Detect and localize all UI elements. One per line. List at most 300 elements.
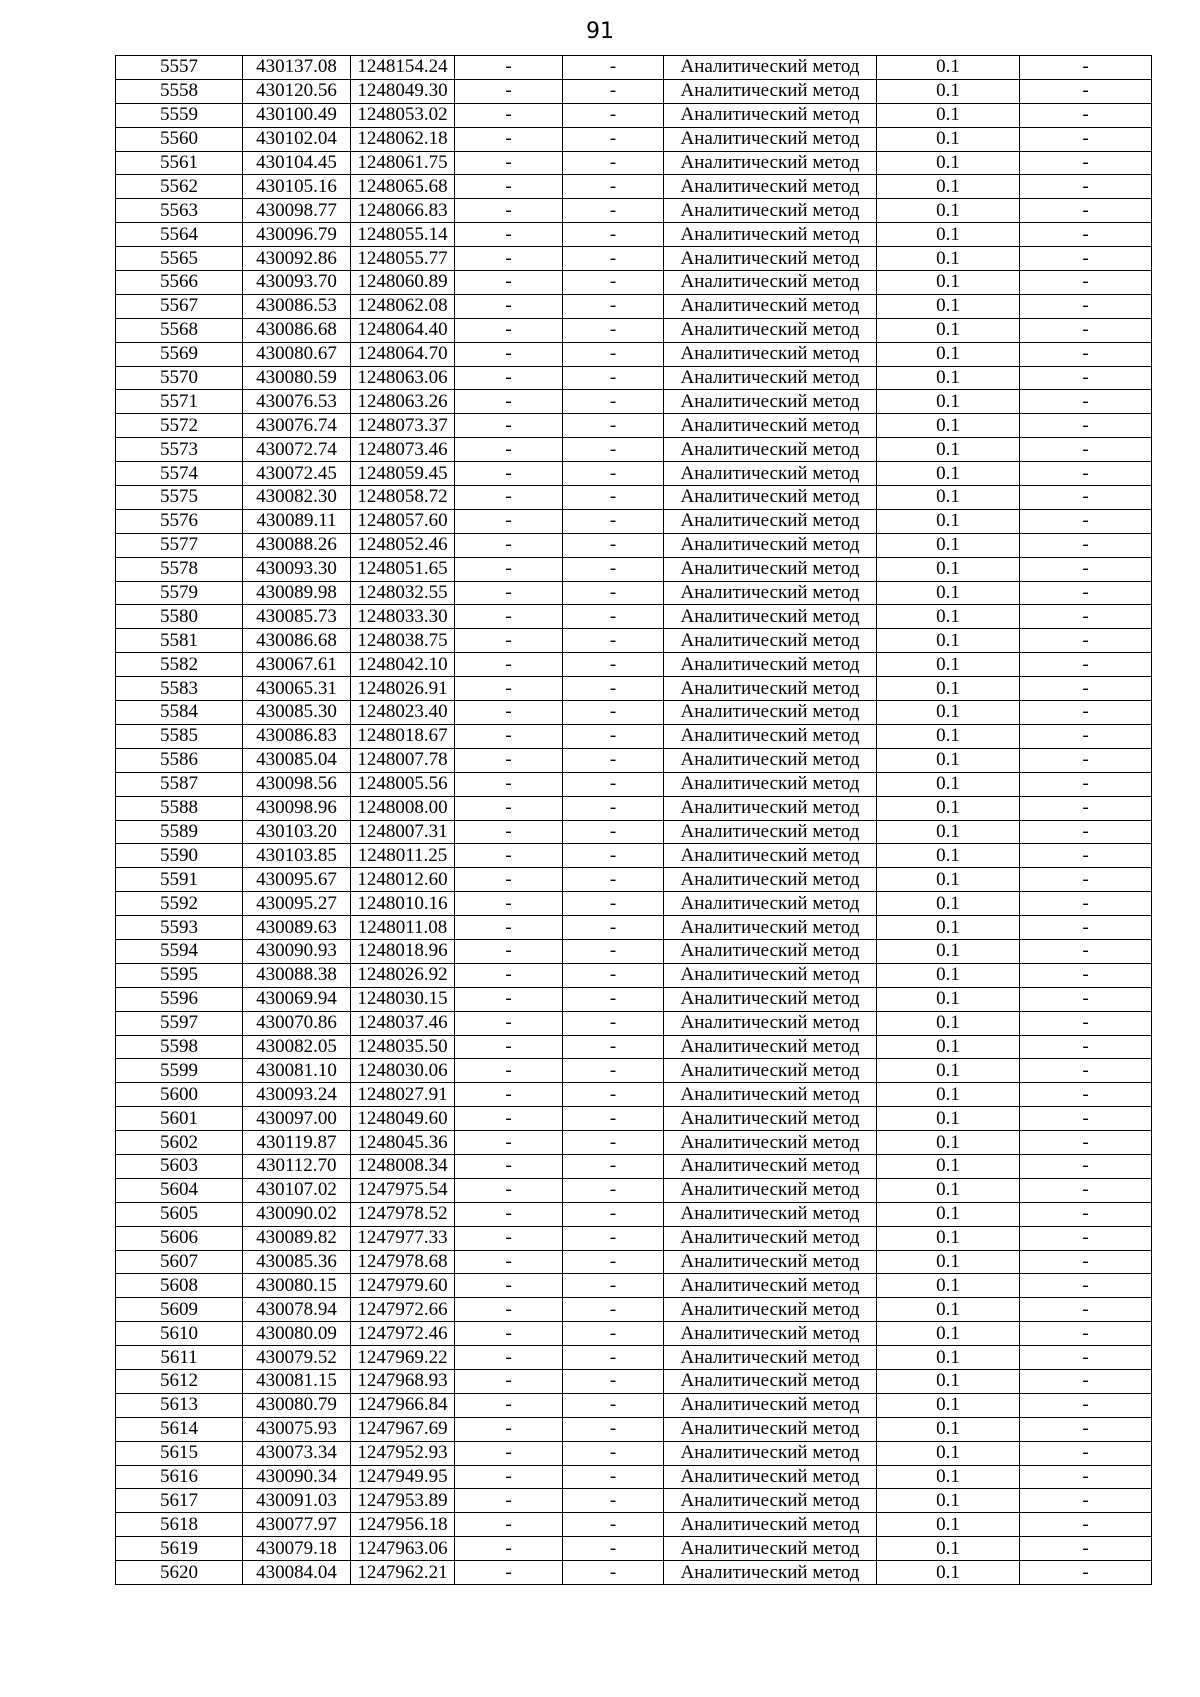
table-row xyxy=(116,1417,1152,1441)
accuracy-cell: 0.1 xyxy=(877,1513,1020,1537)
empty-cell-3: - xyxy=(1020,820,1152,844)
empty-cell-3: - xyxy=(1020,103,1152,127)
empty-cell-2: - xyxy=(563,294,664,318)
x-coordinate-cell: 430104.45 xyxy=(243,151,351,175)
empty-cell-1: - xyxy=(455,581,563,605)
y-coordinate-cell: 1248035.50 xyxy=(351,1035,455,1059)
x-coordinate-cell: 430107.02 xyxy=(243,1178,351,1202)
point-number-cell: 5608 xyxy=(116,1274,243,1298)
accuracy-cell: 0.1 xyxy=(877,557,1020,581)
y-coordinate-cell: 1247956.18 xyxy=(351,1513,455,1537)
table-row xyxy=(116,1513,1152,1537)
empty-cell-2: - xyxy=(563,892,664,916)
method-cell: Аналитический метод xyxy=(664,629,877,653)
method-cell: Аналитический метод xyxy=(664,1035,877,1059)
empty-cell-3: - xyxy=(1020,1393,1152,1417)
y-coordinate-cell: 1248066.83 xyxy=(351,199,455,223)
empty-cell-2: - xyxy=(563,653,664,677)
method-cell: Аналитический метод xyxy=(664,462,877,486)
method-cell: Аналитический метод xyxy=(664,1489,877,1513)
x-coordinate-cell: 430088.26 xyxy=(243,533,351,557)
point-number-cell: 5567 xyxy=(116,294,243,318)
accuracy-cell: 0.1 xyxy=(877,868,1020,892)
y-coordinate-cell: 1248042.10 xyxy=(351,653,455,677)
y-coordinate-cell: 1248011.25 xyxy=(351,844,455,868)
accuracy-cell: 0.1 xyxy=(877,1465,1020,1489)
empty-cell-3: - xyxy=(1020,1131,1152,1155)
method-cell: Аналитический метод xyxy=(664,1298,877,1322)
empty-cell-1: - xyxy=(455,1131,563,1155)
y-coordinate-cell: 1248023.40 xyxy=(351,701,455,725)
method-cell: Аналитический метод xyxy=(664,1011,877,1035)
y-coordinate-cell: 1248073.46 xyxy=(351,438,455,462)
table-row xyxy=(116,56,1152,80)
point-number-cell: 5612 xyxy=(116,1369,243,1393)
empty-cell-3: - xyxy=(1020,796,1152,820)
accuracy-cell: 0.1 xyxy=(877,1537,1020,1561)
empty-cell-1: - xyxy=(455,318,563,342)
point-number-cell: 5592 xyxy=(116,892,243,916)
x-coordinate-cell: 430119.87 xyxy=(243,1131,351,1155)
table-row xyxy=(116,1489,1152,1513)
x-coordinate-cell: 430079.52 xyxy=(243,1346,351,1370)
empty-cell-3: - xyxy=(1020,271,1152,295)
empty-cell-1: - xyxy=(455,1465,563,1489)
point-number-cell: 5577 xyxy=(116,533,243,557)
table-row xyxy=(116,103,1152,127)
empty-cell-2: - xyxy=(563,916,664,940)
x-coordinate-cell: 430070.86 xyxy=(243,1011,351,1035)
x-coordinate-cell: 430093.24 xyxy=(243,1083,351,1107)
point-number-cell: 5582 xyxy=(116,653,243,677)
empty-cell-1: - xyxy=(455,1322,563,1346)
method-cell: Аналитический метод xyxy=(664,1178,877,1202)
empty-cell-2: - xyxy=(563,772,664,796)
point-number-cell: 5593 xyxy=(116,916,243,940)
empty-cell-2: - xyxy=(563,223,664,247)
accuracy-cell: 0.1 xyxy=(877,796,1020,820)
method-cell: Аналитический метод xyxy=(664,342,877,366)
table-row xyxy=(116,1083,1152,1107)
table-row xyxy=(116,916,1152,940)
method-cell: Аналитический метод xyxy=(664,509,877,533)
empty-cell-1: - xyxy=(455,629,563,653)
empty-cell-2: - xyxy=(563,1561,664,1585)
x-coordinate-cell: 430086.68 xyxy=(243,318,351,342)
empty-cell-2: - xyxy=(563,1417,664,1441)
empty-cell-3: - xyxy=(1020,199,1152,223)
empty-cell-2: - xyxy=(563,318,664,342)
accuracy-cell: 0.1 xyxy=(877,56,1020,80)
empty-cell-3: - xyxy=(1020,1417,1152,1441)
empty-cell-3: - xyxy=(1020,1322,1152,1346)
table-row xyxy=(116,509,1152,533)
empty-cell-2: - xyxy=(563,486,664,510)
y-coordinate-cell: 1248030.15 xyxy=(351,987,455,1011)
x-coordinate-cell: 430085.36 xyxy=(243,1250,351,1274)
empty-cell-2: - xyxy=(563,342,664,366)
empty-cell-2: - xyxy=(563,366,664,390)
empty-cell-1: - xyxy=(455,1154,563,1178)
method-cell: Аналитический метод xyxy=(664,414,877,438)
y-coordinate-cell: 1248063.06 xyxy=(351,366,455,390)
x-coordinate-cell: 430098.96 xyxy=(243,796,351,820)
point-number-cell: 5576 xyxy=(116,509,243,533)
method-cell: Аналитический метод xyxy=(664,1107,877,1131)
empty-cell-1: - xyxy=(455,1178,563,1202)
x-coordinate-cell: 430073.34 xyxy=(243,1441,351,1465)
empty-cell-1: - xyxy=(455,223,563,247)
accuracy-cell: 0.1 xyxy=(877,342,1020,366)
empty-cell-1: - xyxy=(455,701,563,725)
empty-cell-3: - xyxy=(1020,462,1152,486)
empty-cell-3: - xyxy=(1020,486,1152,510)
method-cell: Аналитический метод xyxy=(664,963,877,987)
empty-cell-1: - xyxy=(455,438,563,462)
empty-cell-3: - xyxy=(1020,509,1152,533)
y-coordinate-cell: 1248063.26 xyxy=(351,390,455,414)
empty-cell-3: - xyxy=(1020,79,1152,103)
accuracy-cell: 0.1 xyxy=(877,1393,1020,1417)
empty-cell-2: - xyxy=(563,1154,664,1178)
empty-cell-2: - xyxy=(563,127,664,151)
empty-cell-1: - xyxy=(455,1035,563,1059)
empty-cell-3: - xyxy=(1020,868,1152,892)
x-coordinate-cell: 430090.93 xyxy=(243,939,351,963)
x-coordinate-cell: 430102.04 xyxy=(243,127,351,151)
y-coordinate-cell: 1248065.68 xyxy=(351,175,455,199)
table-row xyxy=(116,1154,1152,1178)
empty-cell-1: - xyxy=(455,509,563,533)
empty-cell-1: - xyxy=(455,1083,563,1107)
method-cell: Аналитический метод xyxy=(664,1369,877,1393)
y-coordinate-cell: 1248052.46 xyxy=(351,533,455,557)
method-cell: Аналитический метод xyxy=(664,366,877,390)
table-row xyxy=(116,701,1152,725)
accuracy-cell: 0.1 xyxy=(877,844,1020,868)
table-row xyxy=(116,1059,1152,1083)
empty-cell-3: - xyxy=(1020,963,1152,987)
empty-cell-1: - xyxy=(455,390,563,414)
x-coordinate-cell: 430103.20 xyxy=(243,820,351,844)
table-row xyxy=(116,1561,1152,1585)
x-coordinate-cell: 430086.53 xyxy=(243,294,351,318)
method-cell: Аналитический метод xyxy=(664,1441,877,1465)
empty-cell-3: - xyxy=(1020,1465,1152,1489)
y-coordinate-cell: 1248037.46 xyxy=(351,1011,455,1035)
y-coordinate-cell: 1248007.78 xyxy=(351,748,455,772)
table-row xyxy=(116,247,1152,271)
accuracy-cell: 0.1 xyxy=(877,963,1020,987)
method-cell: Аналитический метод xyxy=(664,557,877,581)
x-coordinate-cell: 430086.83 xyxy=(243,724,351,748)
point-number-cell: 5607 xyxy=(116,1250,243,1274)
table-row xyxy=(116,868,1152,892)
empty-cell-1: - xyxy=(455,1250,563,1274)
empty-cell-3: - xyxy=(1020,438,1152,462)
method-cell: Аналитический метод xyxy=(664,486,877,510)
empty-cell-3: - xyxy=(1020,1154,1152,1178)
y-coordinate-cell: 1248005.56 xyxy=(351,772,455,796)
x-coordinate-cell: 430081.15 xyxy=(243,1369,351,1393)
empty-cell-1: - xyxy=(455,199,563,223)
empty-cell-3: - xyxy=(1020,1346,1152,1370)
accuracy-cell: 0.1 xyxy=(877,151,1020,175)
table-row xyxy=(116,533,1152,557)
point-number-cell: 5610 xyxy=(116,1322,243,1346)
y-coordinate-cell: 1247977.33 xyxy=(351,1226,455,1250)
empty-cell-2: - xyxy=(563,1298,664,1322)
y-coordinate-cell: 1248033.30 xyxy=(351,605,455,629)
table-row xyxy=(116,1250,1152,1274)
y-coordinate-cell: 1248064.40 xyxy=(351,318,455,342)
table-row xyxy=(116,629,1152,653)
empty-cell-1: - xyxy=(455,1011,563,1035)
empty-cell-2: - xyxy=(563,939,664,963)
table-row xyxy=(116,1226,1152,1250)
point-number-cell: 5601 xyxy=(116,1107,243,1131)
method-cell: Аналитический метод xyxy=(664,1417,877,1441)
empty-cell-1: - xyxy=(455,772,563,796)
accuracy-cell: 0.1 xyxy=(877,294,1020,318)
y-coordinate-cell: 1247972.46 xyxy=(351,1322,455,1346)
table-row xyxy=(116,1346,1152,1370)
table-row xyxy=(116,748,1152,772)
empty-cell-2: - xyxy=(563,1011,664,1035)
empty-cell-2: - xyxy=(563,79,664,103)
empty-cell-2: - xyxy=(563,1035,664,1059)
table-row xyxy=(116,1131,1152,1155)
method-cell: Аналитический метод xyxy=(664,653,877,677)
table-body xyxy=(116,56,1152,1585)
y-coordinate-cell: 1248062.08 xyxy=(351,294,455,318)
y-coordinate-cell: 1248057.60 xyxy=(351,509,455,533)
table-row xyxy=(116,796,1152,820)
point-number-cell: 5581 xyxy=(116,629,243,653)
table-row xyxy=(116,1393,1152,1417)
y-coordinate-cell: 1248010.16 xyxy=(351,892,455,916)
y-coordinate-cell: 1248062.18 xyxy=(351,127,455,151)
y-coordinate-cell: 1248011.08 xyxy=(351,916,455,940)
point-number-cell: 5594 xyxy=(116,939,243,963)
empty-cell-3: - xyxy=(1020,557,1152,581)
accuracy-cell: 0.1 xyxy=(877,653,1020,677)
empty-cell-1: - xyxy=(455,366,563,390)
accuracy-cell: 0.1 xyxy=(877,748,1020,772)
x-coordinate-cell: 430090.34 xyxy=(243,1465,351,1489)
accuracy-cell: 0.1 xyxy=(877,271,1020,295)
point-number-cell: 5562 xyxy=(116,175,243,199)
y-coordinate-cell: 1248058.72 xyxy=(351,486,455,510)
accuracy-cell: 0.1 xyxy=(877,820,1020,844)
y-coordinate-cell: 1248053.02 xyxy=(351,103,455,127)
y-coordinate-cell: 1248055.14 xyxy=(351,223,455,247)
table-row xyxy=(116,342,1152,366)
y-coordinate-cell: 1248008.34 xyxy=(351,1154,455,1178)
empty-cell-3: - xyxy=(1020,1513,1152,1537)
table-row xyxy=(116,939,1152,963)
method-cell: Аналитический метод xyxy=(664,247,877,271)
empty-cell-1: - xyxy=(455,127,563,151)
empty-cell-3: - xyxy=(1020,1441,1152,1465)
table-row xyxy=(116,127,1152,151)
accuracy-cell: 0.1 xyxy=(877,1011,1020,1035)
y-coordinate-cell: 1248154.24 xyxy=(351,56,455,80)
accuracy-cell: 0.1 xyxy=(877,581,1020,605)
empty-cell-3: - xyxy=(1020,939,1152,963)
accuracy-cell: 0.1 xyxy=(877,1059,1020,1083)
y-coordinate-cell: 1248045.36 xyxy=(351,1131,455,1155)
y-coordinate-cell: 1247953.89 xyxy=(351,1489,455,1513)
accuracy-cell: 0.1 xyxy=(877,1346,1020,1370)
y-coordinate-cell: 1248018.67 xyxy=(351,724,455,748)
empty-cell-2: - xyxy=(563,557,664,581)
method-cell: Аналитический метод xyxy=(664,103,877,127)
table-row xyxy=(116,963,1152,987)
x-coordinate-cell: 430080.67 xyxy=(243,342,351,366)
empty-cell-3: - xyxy=(1020,701,1152,725)
empty-cell-1: - xyxy=(455,1369,563,1393)
point-number-cell: 5571 xyxy=(116,390,243,414)
empty-cell-3: - xyxy=(1020,892,1152,916)
method-cell: Аналитический метод xyxy=(664,1465,877,1489)
x-coordinate-cell: 430093.30 xyxy=(243,557,351,581)
empty-cell-3: - xyxy=(1020,247,1152,271)
empty-cell-3: - xyxy=(1020,748,1152,772)
point-number-cell: 5559 xyxy=(116,103,243,127)
method-cell: Аналитический метод xyxy=(664,271,877,295)
empty-cell-2: - xyxy=(563,844,664,868)
method-cell: Аналитический метод xyxy=(664,199,877,223)
empty-cell-3: - xyxy=(1020,772,1152,796)
accuracy-cell: 0.1 xyxy=(877,533,1020,557)
accuracy-cell: 0.1 xyxy=(877,1154,1020,1178)
y-coordinate-cell: 1248059.45 xyxy=(351,462,455,486)
point-number-cell: 5561 xyxy=(116,151,243,175)
empty-cell-3: - xyxy=(1020,318,1152,342)
empty-cell-2: - xyxy=(563,796,664,820)
empty-cell-2: - xyxy=(563,701,664,725)
y-coordinate-cell: 1248038.75 xyxy=(351,629,455,653)
method-cell: Аналитический метод xyxy=(664,701,877,725)
x-coordinate-cell: 430072.74 xyxy=(243,438,351,462)
point-number-cell: 5620 xyxy=(116,1561,243,1585)
accuracy-cell: 0.1 xyxy=(877,1226,1020,1250)
point-number-cell: 5591 xyxy=(116,868,243,892)
empty-cell-3: - xyxy=(1020,605,1152,629)
empty-cell-2: - xyxy=(563,1393,664,1417)
accuracy-cell: 0.1 xyxy=(877,175,1020,199)
table-row xyxy=(116,1441,1152,1465)
empty-cell-1: - xyxy=(455,533,563,557)
point-number-cell: 5603 xyxy=(116,1154,243,1178)
accuracy-cell: 0.1 xyxy=(877,724,1020,748)
table-row xyxy=(116,199,1152,223)
table-row xyxy=(116,1035,1152,1059)
empty-cell-2: - xyxy=(563,581,664,605)
method-cell: Аналитический метод xyxy=(664,581,877,605)
empty-cell-2: - xyxy=(563,1322,664,1346)
table-row xyxy=(116,820,1152,844)
y-coordinate-cell: 1247979.60 xyxy=(351,1274,455,1298)
method-cell: Аналитический метод xyxy=(664,796,877,820)
point-number-cell: 5588 xyxy=(116,796,243,820)
y-coordinate-cell: 1248026.92 xyxy=(351,963,455,987)
method-cell: Аналитический метод xyxy=(664,916,877,940)
x-coordinate-cell: 430089.63 xyxy=(243,916,351,940)
y-coordinate-cell: 1247972.66 xyxy=(351,1298,455,1322)
table-row xyxy=(116,892,1152,916)
empty-cell-1: - xyxy=(455,56,563,80)
method-cell: Аналитический метод xyxy=(664,1250,877,1274)
empty-cell-1: - xyxy=(455,414,563,438)
method-cell: Аналитический метод xyxy=(664,1393,877,1417)
x-coordinate-cell: 430080.59 xyxy=(243,366,351,390)
method-cell: Аналитический метод xyxy=(664,677,877,701)
x-coordinate-cell: 430120.56 xyxy=(243,79,351,103)
y-coordinate-cell: 1248008.00 xyxy=(351,796,455,820)
empty-cell-1: - xyxy=(455,557,563,581)
empty-cell-1: - xyxy=(455,677,563,701)
empty-cell-2: - xyxy=(563,1083,664,1107)
table-row xyxy=(116,1274,1152,1298)
empty-cell-2: - xyxy=(563,56,664,80)
empty-cell-3: - xyxy=(1020,987,1152,1011)
accuracy-cell: 0.1 xyxy=(877,462,1020,486)
table-row xyxy=(116,366,1152,390)
point-number-cell: 5579 xyxy=(116,581,243,605)
empty-cell-2: - xyxy=(563,1131,664,1155)
empty-cell-1: - xyxy=(455,916,563,940)
empty-cell-1: - xyxy=(455,342,563,366)
x-coordinate-cell: 430089.11 xyxy=(243,509,351,533)
y-coordinate-cell: 1248060.89 xyxy=(351,271,455,295)
method-cell: Аналитический метод xyxy=(664,79,877,103)
y-coordinate-cell: 1247968.93 xyxy=(351,1369,455,1393)
y-coordinate-cell: 1247966.84 xyxy=(351,1393,455,1417)
empty-cell-2: - xyxy=(563,462,664,486)
table-row xyxy=(116,1298,1152,1322)
x-coordinate-cell: 430084.04 xyxy=(243,1561,351,1585)
page-number: 91 xyxy=(586,19,614,44)
accuracy-cell: 0.1 xyxy=(877,1561,1020,1585)
x-coordinate-cell: 430077.97 xyxy=(243,1513,351,1537)
point-number-cell: 5609 xyxy=(116,1298,243,1322)
x-coordinate-cell: 430090.02 xyxy=(243,1202,351,1226)
method-cell: Аналитический метод xyxy=(664,939,877,963)
empty-cell-2: - xyxy=(563,1489,664,1513)
empty-cell-3: - xyxy=(1020,1274,1152,1298)
empty-cell-2: - xyxy=(563,605,664,629)
empty-cell-3: - xyxy=(1020,223,1152,247)
x-coordinate-cell: 430086.68 xyxy=(243,629,351,653)
y-coordinate-cell: 1248018.96 xyxy=(351,939,455,963)
empty-cell-2: - xyxy=(563,820,664,844)
point-number-cell: 5617 xyxy=(116,1489,243,1513)
empty-cell-1: - xyxy=(455,1202,563,1226)
y-coordinate-cell: 1248049.30 xyxy=(351,79,455,103)
empty-cell-1: - xyxy=(455,1393,563,1417)
empty-cell-2: - xyxy=(563,271,664,295)
y-coordinate-cell: 1247978.52 xyxy=(351,1202,455,1226)
y-coordinate-cell: 1248073.37 xyxy=(351,414,455,438)
empty-cell-1: - xyxy=(455,748,563,772)
point-number-cell: 5560 xyxy=(116,127,243,151)
empty-cell-3: - xyxy=(1020,414,1152,438)
empty-cell-1: - xyxy=(455,1226,563,1250)
table-row xyxy=(116,1202,1152,1226)
empty-cell-3: - xyxy=(1020,1178,1152,1202)
